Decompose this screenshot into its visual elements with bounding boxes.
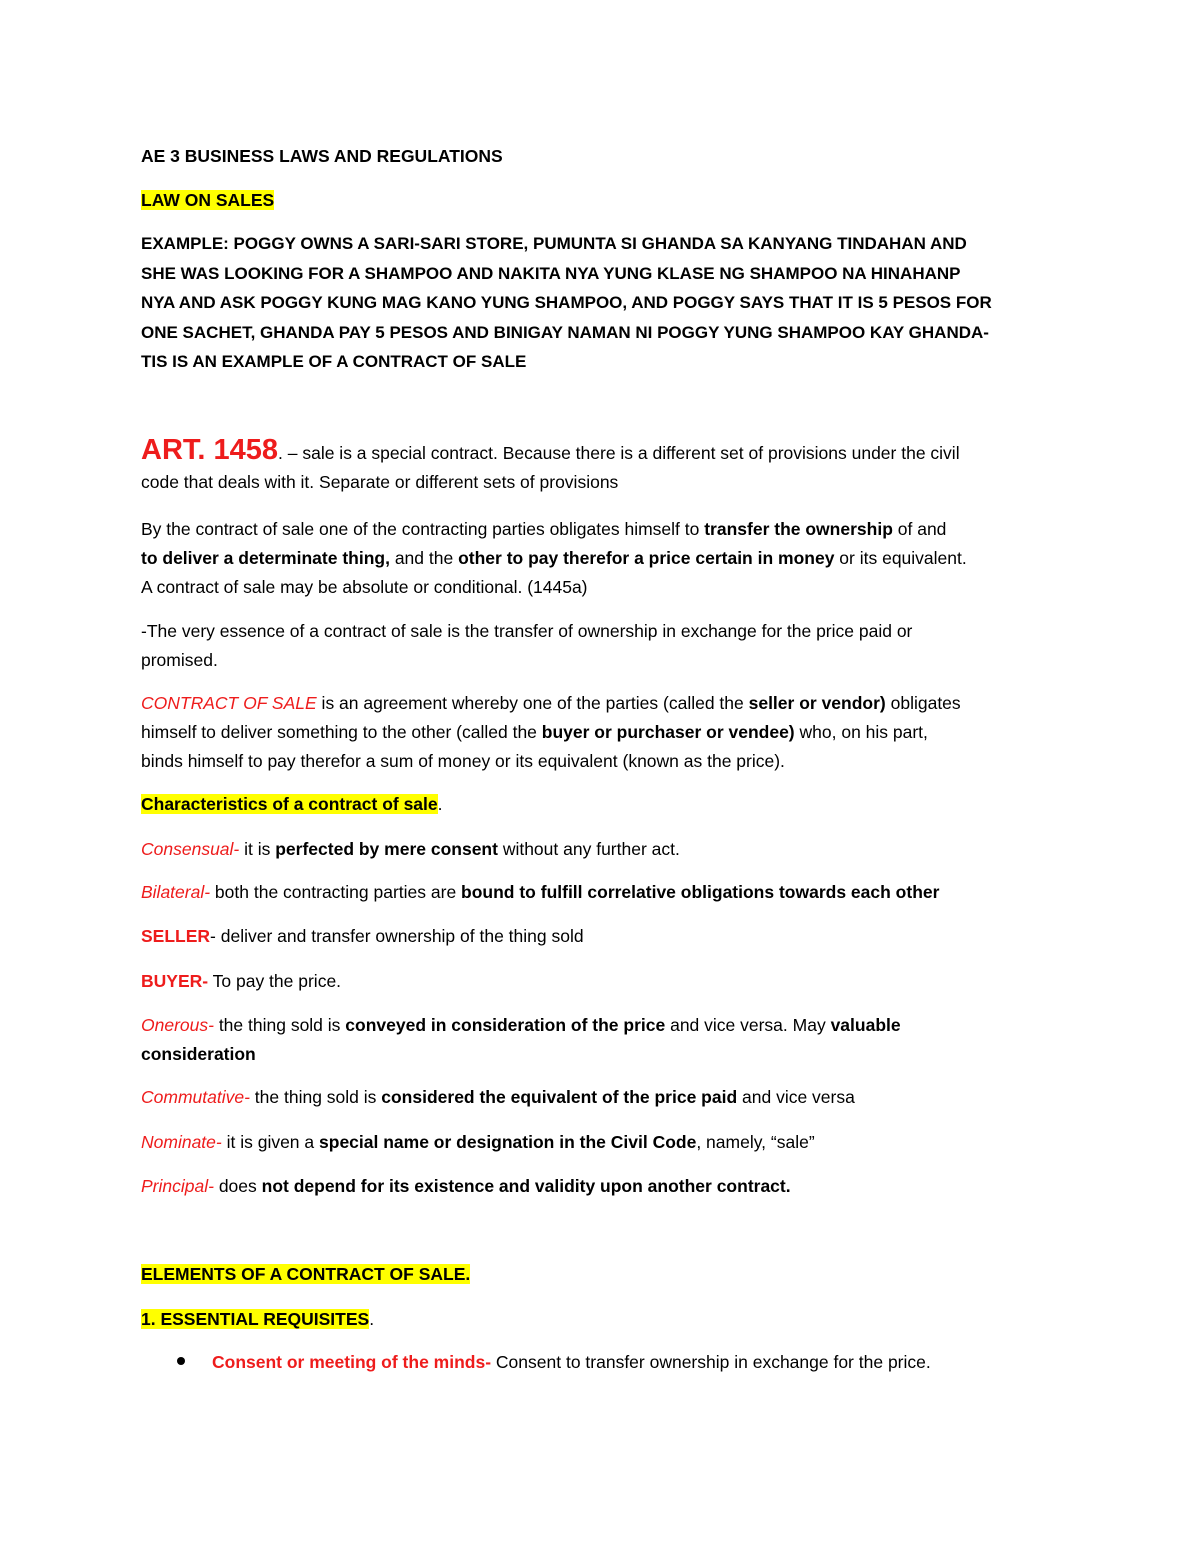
elements-heading bbox=[141, 1260, 1071, 1289]
essential-heading-end: . bbox=[369, 1309, 375, 1329]
cos-text: who, on his part, bbox=[794, 722, 928, 742]
definition-bold: transfer the ownership bbox=[704, 519, 893, 539]
principal-item bbox=[141, 1172, 1071, 1201]
section-heading bbox=[141, 186, 1071, 215]
characteristics-heading-end: . bbox=[437, 794, 443, 814]
example-line: ONE SACHET, GHANDA PAY 5 PESOS AND BINIGAY NAMAN NI POGGY YUNG SHAMPOO KAY GHANDA- bbox=[141, 322, 989, 342]
article-line-1 bbox=[141, 436, 1071, 468]
consensual-bold: perfected by mere consent bbox=[275, 839, 498, 859]
title-text: AE 3 BUSINESS LAWS AND REGULATIONS bbox=[141, 146, 503, 166]
commutative-text: the thing sold is bbox=[249, 1087, 382, 1107]
consensual-term: Consensual- bbox=[141, 839, 240, 859]
definition-text: and the bbox=[389, 548, 459, 568]
cos-line-3: binds himself to pay therefor a sum of money or its equivalent (known as the price). bbox=[141, 751, 785, 771]
buyer-text: To pay the price. bbox=[208, 971, 342, 991]
cos-bold: seller or vendor) bbox=[748, 693, 886, 713]
consent-text: Consent to transfer ownership in exchange for the price. bbox=[491, 1352, 931, 1372]
onerous-bold: valuable bbox=[830, 1015, 901, 1035]
buyer-item bbox=[141, 967, 1071, 996]
buyer-term: BUYER- bbox=[141, 971, 209, 991]
nominate-text: it is given a bbox=[221, 1132, 320, 1152]
seller-term: SELLER bbox=[141, 926, 211, 946]
principal-text: does bbox=[213, 1176, 262, 1196]
cos-text: is an agreement whereby one of the parties (called the bbox=[316, 693, 749, 713]
essence-paragraph bbox=[141, 617, 1071, 675]
nominate-text: , namely, “sale” bbox=[696, 1132, 815, 1152]
essential-heading-text: 1. ESSENTIAL REQUISITES bbox=[141, 1309, 370, 1329]
consensual-item bbox=[141, 835, 1071, 864]
definition-line-1 bbox=[141, 515, 1071, 544]
bilateral-term: Bilateral- bbox=[141, 882, 211, 902]
onerous-text: and vice versa. May bbox=[665, 1015, 831, 1035]
article-line-2: code that deals with it. Separate or different sets of provisions bbox=[141, 472, 619, 492]
onerous-line-2: consideration bbox=[141, 1044, 256, 1064]
article-number: ART. 1458 bbox=[141, 434, 279, 466]
bilateral-item bbox=[141, 878, 1071, 907]
principal-bold: not depend for its existence and validity upon another contract. bbox=[261, 1176, 791, 1196]
definition-line-2 bbox=[141, 544, 1071, 573]
commutative-bold: considered the equivalent of the price paid bbox=[381, 1087, 738, 1107]
cos-text: himself to deliver something to the other (called the bbox=[141, 722, 542, 742]
essence-line-1: -The very essence of a contract of sale is the transfer of ownership in exchange for the price paid or bbox=[141, 621, 913, 641]
example-paragraph bbox=[141, 229, 1071, 377]
contract-of-sale-paragraph bbox=[141, 689, 1071, 776]
consensual-text: it is bbox=[239, 839, 276, 859]
definition-paragraph bbox=[141, 515, 1071, 602]
cos-line-2 bbox=[141, 718, 1071, 747]
onerous-item bbox=[141, 1011, 1071, 1069]
consensual-text: without any further act. bbox=[497, 839, 680, 859]
elements-heading-text: ELEMENTS OF A CONTRACT OF SALE. bbox=[141, 1264, 471, 1284]
document-title bbox=[141, 142, 1071, 171]
article-1458-paragraph bbox=[141, 436, 1071, 497]
onerous-text: the thing sold is bbox=[213, 1015, 346, 1035]
definition-bold: other to pay therefor a price certain in money bbox=[458, 548, 835, 568]
definition-text: of and bbox=[892, 519, 947, 539]
section-heading-text: LAW ON SALES bbox=[141, 190, 275, 210]
seller-text: - deliver and transfer ownership of the thing sold bbox=[210, 926, 584, 946]
commutative-term: Commutative- bbox=[141, 1087, 250, 1107]
principal-term: Principal- bbox=[141, 1176, 214, 1196]
example-line: TIS IS AN EXAMPLE OF A CONTRACT OF SALE bbox=[141, 352, 527, 371]
cos-bold: buyer or purchaser or vendee) bbox=[541, 722, 795, 742]
cos-text: obligates bbox=[885, 693, 961, 713]
definition-line-3: A contract of sale may be absolute or conditional. (1445a) bbox=[141, 577, 588, 597]
onerous-bold: conveyed in consideration of the price bbox=[345, 1015, 666, 1035]
definition-text: By the contract of sale one of the contracting parties obligates himself to bbox=[141, 519, 705, 539]
commutative-text: and vice versa bbox=[737, 1087, 855, 1107]
definition-bold: to deliver a determinate thing, bbox=[141, 548, 390, 568]
onerous-term: Onerous- bbox=[141, 1015, 214, 1035]
example-line: NYA AND ASK POGGY KUNG MAG KANO YUNG SHAMPOO, AND POGGY SAYS THAT IT IS 5 PESOS FOR bbox=[141, 293, 992, 312]
characteristics-heading-text: Characteristics of a contract of sale bbox=[141, 794, 438, 814]
example-line: SHE WAS LOOKING FOR A SHAMPOO AND NAKITA NYA YUNG KLASE NG SHAMPOO NA HINAHANP bbox=[141, 263, 961, 283]
nominate-bold: special name or designation in the Civil Code bbox=[319, 1132, 697, 1152]
essence-line-2: promised. bbox=[141, 650, 218, 670]
cos-term: CONTRACT OF SALE bbox=[141, 693, 317, 713]
cos-line-1 bbox=[141, 689, 1071, 718]
bilateral-bold: bound to fulfill correlative obligations towards each other bbox=[461, 882, 940, 902]
article-text: . – sale is a special contract. Because there is a different set of provisions under the civil bbox=[278, 443, 960, 463]
nominate-item bbox=[141, 1128, 1071, 1157]
characteristics-heading bbox=[141, 790, 1071, 819]
essential-requisites-heading bbox=[141, 1305, 1071, 1334]
seller-item bbox=[141, 922, 1071, 951]
nominate-term: Nominate- bbox=[141, 1132, 222, 1152]
commutative-item bbox=[141, 1083, 1071, 1112]
definition-text: or its equivalent. bbox=[834, 548, 967, 568]
consent-term: Consent or meeting of the minds- bbox=[212, 1352, 492, 1372]
example-line: EXAMPLE: POGGY OWNS A SARI-SARI STORE, PUMUNTA SI GHANDA SA KANYANG TINDAHAN AND bbox=[141, 234, 967, 253]
bullet-icon bbox=[177, 1357, 185, 1365]
bilateral-text: both the contracting parties are bbox=[210, 882, 462, 902]
consent-item bbox=[212, 1348, 1092, 1377]
